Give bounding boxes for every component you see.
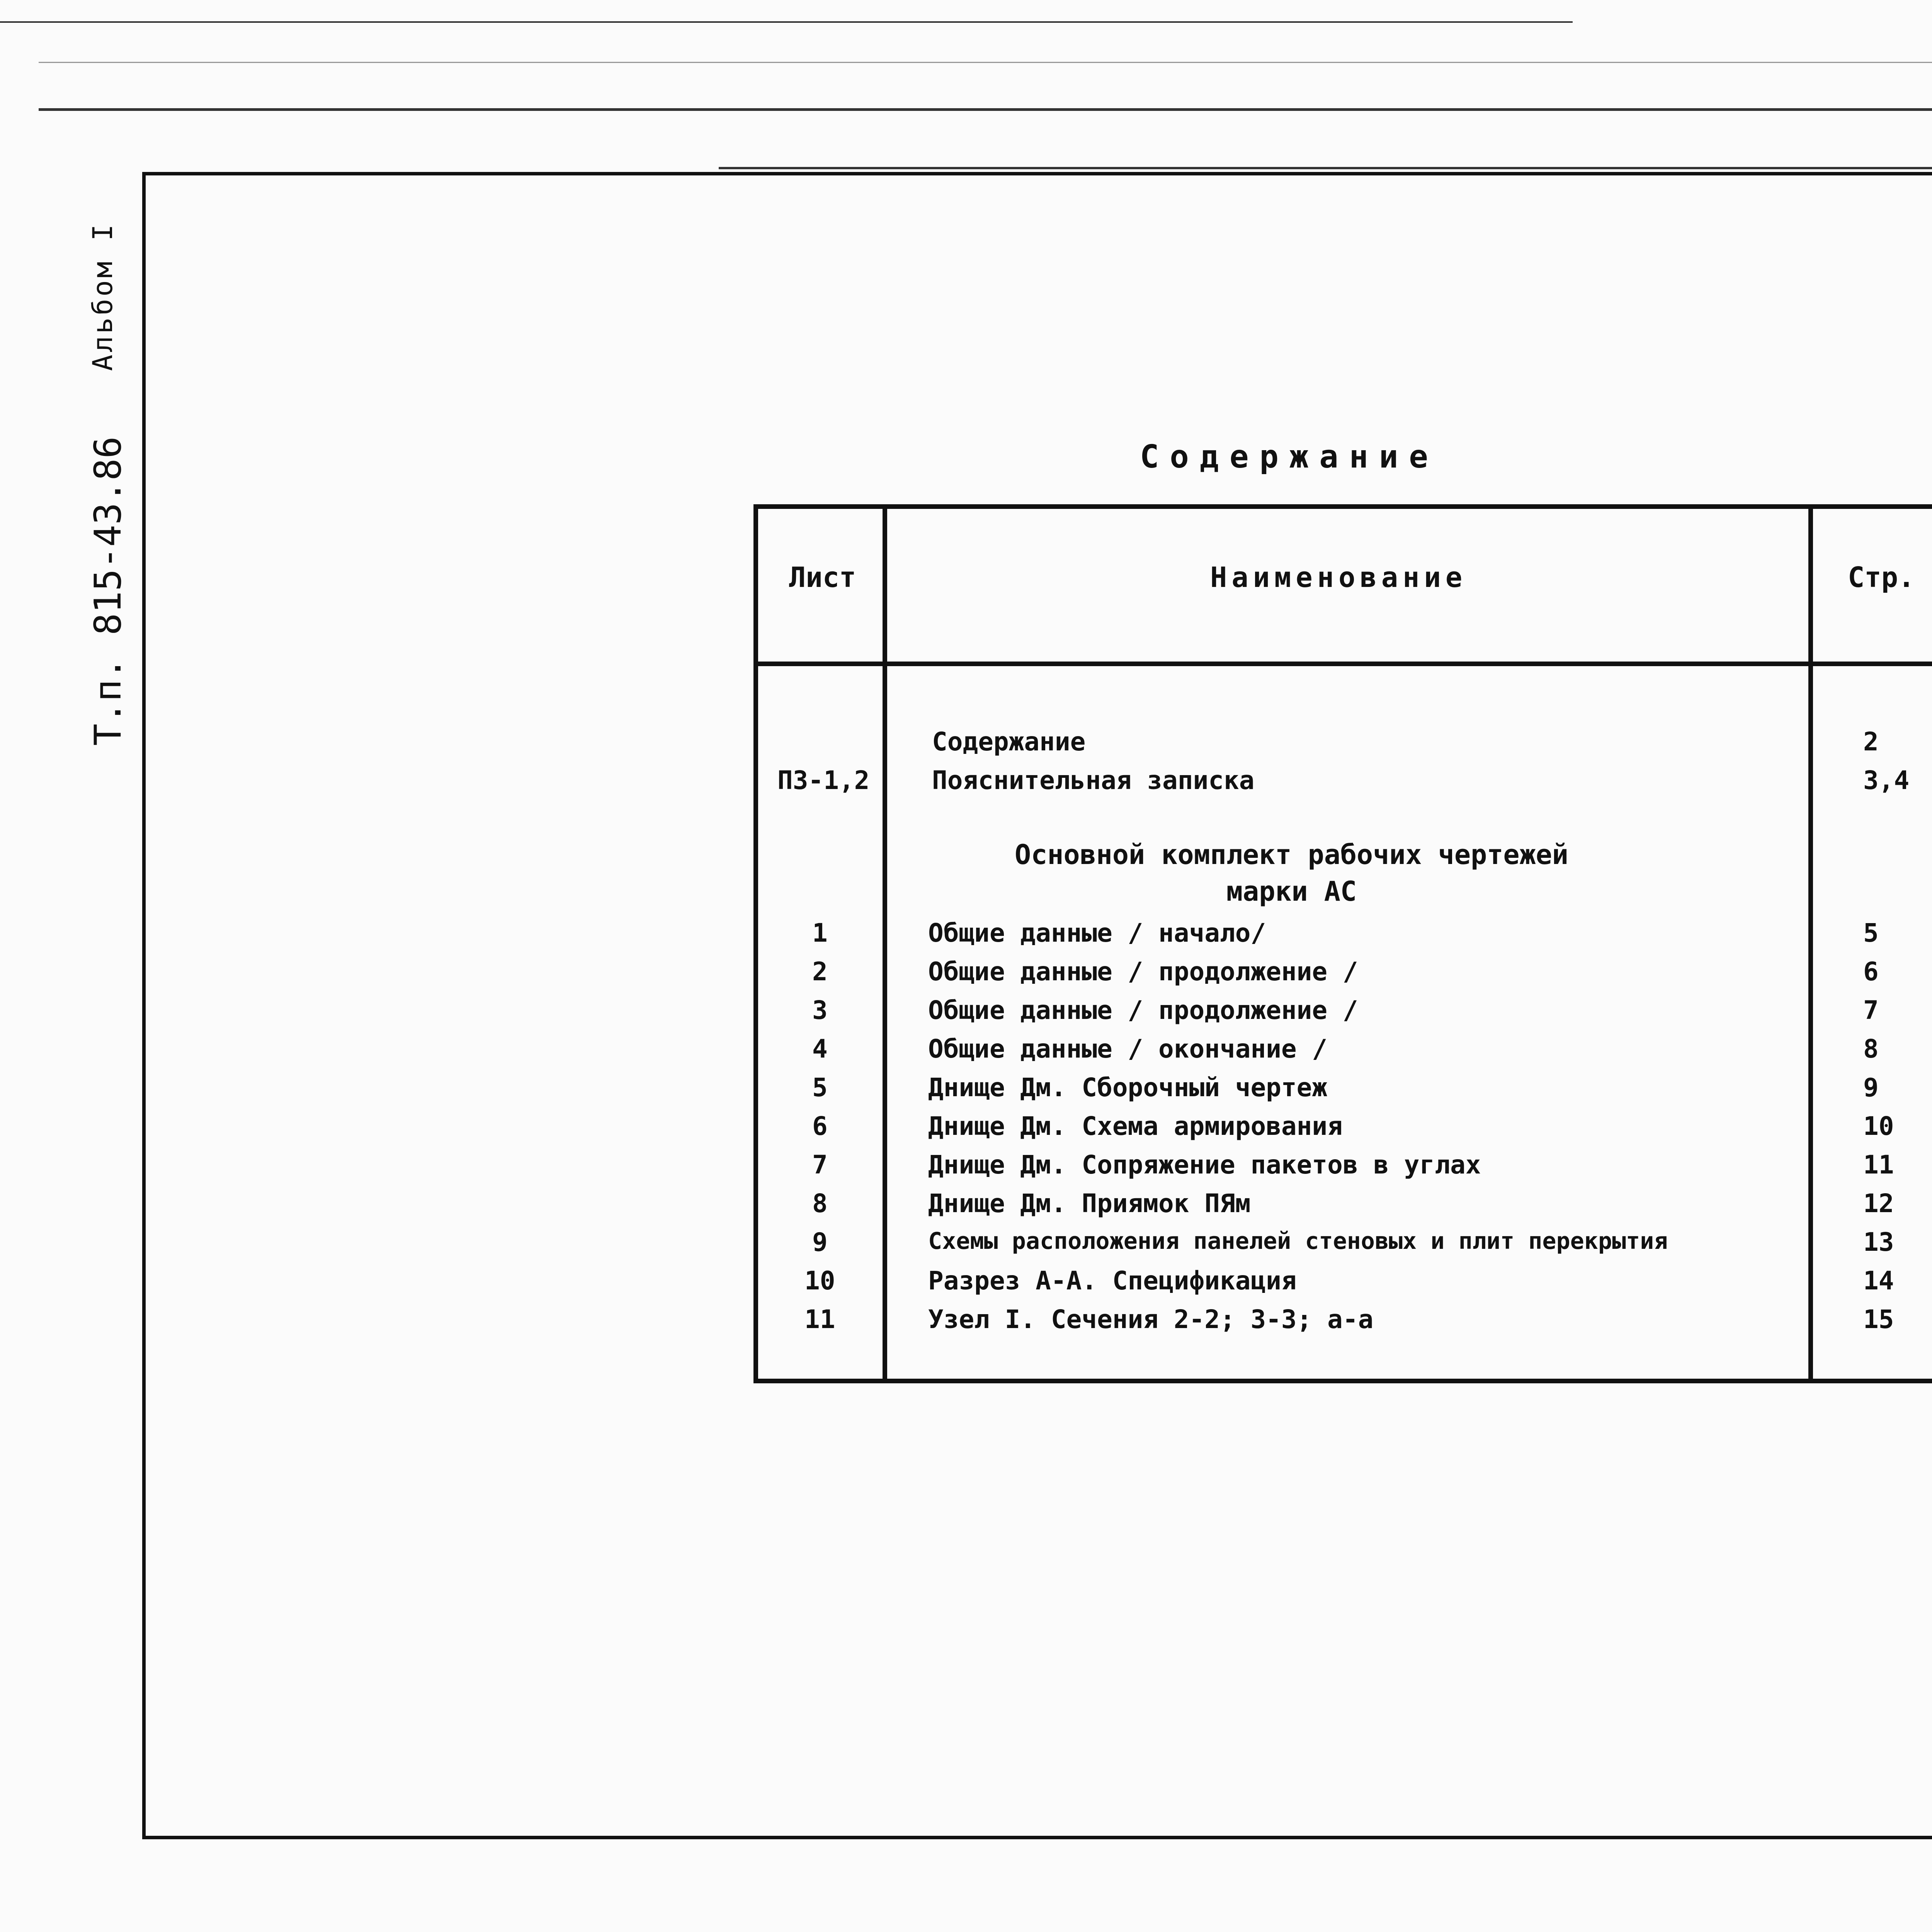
header-sheet: Лист (789, 561, 856, 594)
scan-line (39, 62, 1932, 63)
row-sheet: 3 (812, 995, 828, 1025)
scan-line (719, 167, 1932, 169)
header-divider (758, 662, 1932, 666)
row-name: Днище Дм. Сопряжение пакетов в углах (928, 1150, 1481, 1180)
row-sheet: 10 (804, 1266, 835, 1296)
section-title-line1: Основной комплект рабочих чертежей (1015, 839, 1568, 871)
side-album-label: Альбом I (87, 222, 119, 371)
side-code-label: Т.п. 815-43.86 (87, 436, 129, 746)
section-title-line2: марки АС (1226, 876, 1357, 907)
row-page: 3,4 (1863, 765, 1910, 795)
row-name: Днище Дм. Приямок ПЯм (928, 1189, 1251, 1218)
row-page: 5 (1863, 918, 1879, 948)
page-title: Содержание (1140, 439, 1439, 475)
header-page: Стр. (1848, 561, 1915, 594)
scan-line (39, 108, 1932, 111)
row-page: 11 (1863, 1150, 1894, 1180)
row-name: Общие данные / окончание / (928, 1034, 1328, 1064)
row-page: 6 (1863, 957, 1879, 986)
scan-line (0, 21, 1573, 23)
row-page: 7 (1863, 995, 1879, 1025)
row-sheet: 1 (812, 918, 828, 948)
row-page: 15 (1863, 1304, 1894, 1334)
row-sheet: 5 (812, 1073, 828, 1102)
row-page: 8 (1863, 1034, 1879, 1064)
row-name: Пояснительная записка (932, 765, 1255, 795)
row-name: Общие данные / начало/ (928, 918, 1266, 948)
row-name: Днище Дм. Схема армирования (928, 1111, 1343, 1141)
row-page: 12 (1863, 1189, 1894, 1218)
row-name: Узел I. Сечения 2-2; 3-3; а-а (928, 1304, 1374, 1334)
column-divider (883, 509, 887, 1379)
row-sheet: 6 (812, 1111, 828, 1141)
row-sheet: 8 (812, 1189, 828, 1218)
header-name: Наименование (1210, 561, 1467, 594)
row-page: 13 (1863, 1227, 1894, 1257)
row-sheet: 4 (812, 1034, 828, 1064)
row-page: 10 (1863, 1111, 1894, 1141)
row-page: 9 (1863, 1073, 1879, 1102)
row-page: 2 (1863, 727, 1879, 757)
column-divider (1808, 509, 1813, 1379)
row-name: Общие данные / продолжение / (928, 995, 1358, 1025)
row-name: Схемы расположения панелей стеновых и плит перекрытия (928, 1228, 1668, 1255)
row-sheet: ПЗ-1,2 (777, 765, 870, 795)
row-sheet: 2 (812, 957, 828, 986)
row-name: Содержание (932, 727, 1086, 757)
row-page: 14 (1863, 1266, 1894, 1296)
row-name: Днище Дм. Сборочный чертеж (928, 1073, 1328, 1102)
row-sheet: 11 (804, 1304, 835, 1334)
row-sheet: 9 (812, 1227, 828, 1257)
row-name: Разрез А-А. Спецификация (928, 1266, 1297, 1296)
row-name: Общие данные / продолжение / (928, 957, 1358, 986)
contents-table (753, 504, 1932, 1383)
row-sheet: 7 (812, 1150, 828, 1180)
